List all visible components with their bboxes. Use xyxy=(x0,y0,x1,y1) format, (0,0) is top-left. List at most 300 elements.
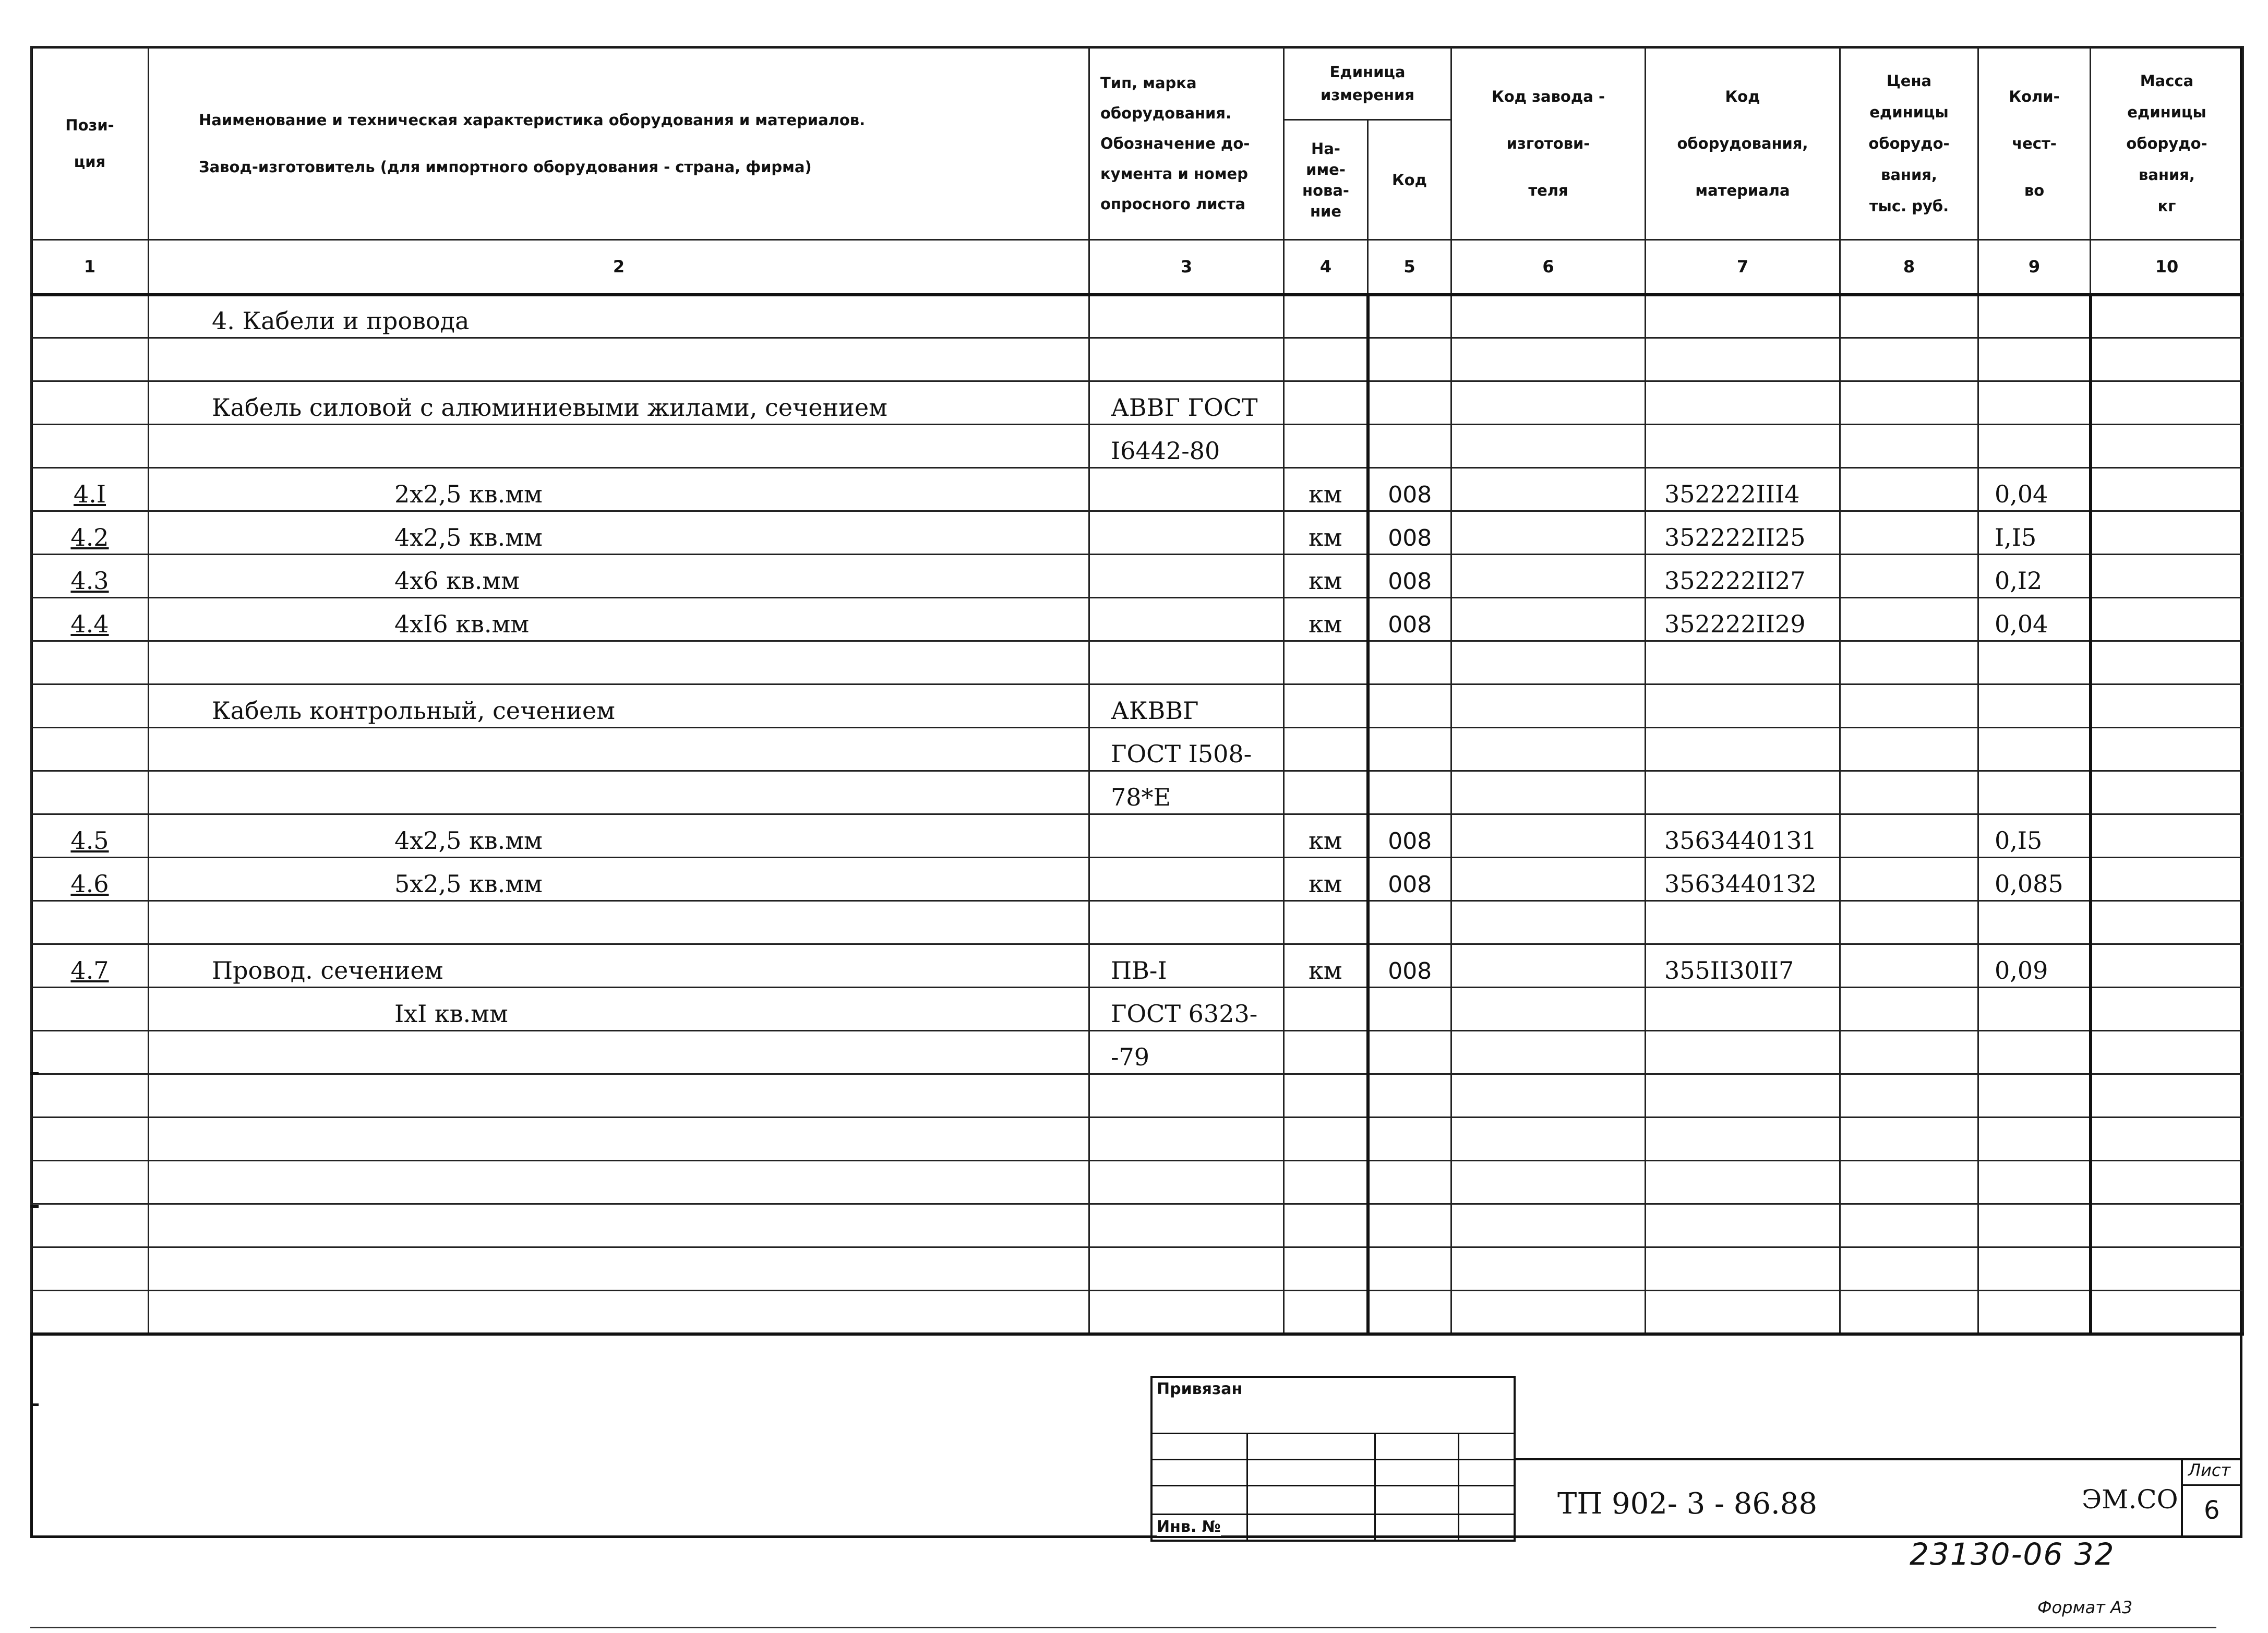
name-cell xyxy=(149,901,1089,944)
position-cell: 4.4 xyxy=(31,598,149,641)
column-number: 9 xyxy=(1978,240,2091,295)
factory-code-cell xyxy=(1451,685,1646,728)
unit-name-cell xyxy=(1284,425,1368,468)
material-code-cell xyxy=(1646,988,1840,1031)
unit-code-cell xyxy=(1368,1161,1451,1204)
material-code-cell xyxy=(1646,1031,1840,1074)
type-cell xyxy=(1089,511,1284,555)
price-cell xyxy=(1840,901,1978,944)
factory-code-cell xyxy=(1451,381,1646,425)
price-cell xyxy=(1840,814,1978,858)
position-cell xyxy=(31,338,149,381)
unit-code-cell xyxy=(1368,728,1451,771)
position-cell xyxy=(31,685,149,728)
quantity-cell xyxy=(1978,1074,2091,1118)
format-label: Формат А3 xyxy=(2037,1598,2133,1617)
position-cell: 4.3 xyxy=(31,555,149,598)
mass-cell xyxy=(2091,944,2243,988)
quantity-cell xyxy=(1978,1118,2091,1161)
position-cell xyxy=(31,1118,149,1161)
table-row xyxy=(31,381,2243,425)
material-code-cell: 352222III4 xyxy=(1646,468,1840,511)
material-code-cell xyxy=(1646,1118,1840,1161)
unit-code-cell xyxy=(1368,1074,1451,1118)
mass-cell xyxy=(2091,511,2243,555)
sheet-number: 6 xyxy=(2204,1496,2220,1525)
unit-code-cell xyxy=(1368,1291,1451,1334)
type-cell xyxy=(1089,858,1284,901)
unit-name-cell xyxy=(1284,685,1368,728)
type-cell: 78*Е xyxy=(1089,771,1284,814)
unit-code-cell: 008 xyxy=(1368,814,1451,858)
mass-cell xyxy=(2091,598,2243,641)
quantity-cell xyxy=(1978,901,2091,944)
material-code-cell xyxy=(1646,685,1840,728)
unit-code-cell xyxy=(1368,1247,1451,1291)
material-code-cell xyxy=(1646,1161,1840,1204)
name-cell: IхI кв.мм xyxy=(149,988,1089,1031)
mass-cell xyxy=(2091,425,2243,468)
material-code-cell xyxy=(1646,425,1840,468)
position-cell: 4.2 xyxy=(31,511,149,555)
price-cell xyxy=(1840,598,1978,641)
mass-cell xyxy=(2091,338,2243,381)
position-cell xyxy=(31,1161,149,1204)
position-cell xyxy=(31,1291,149,1334)
type-cell: -79 xyxy=(1089,1031,1284,1074)
material-code-cell xyxy=(1646,1291,1840,1334)
position-cell xyxy=(31,1074,149,1118)
table-row xyxy=(31,1204,2243,1247)
name-cell: 4. Кабели и провода xyxy=(149,295,1089,338)
unit-name-cell xyxy=(1284,641,1368,685)
name-cell: 2х2,5 кв.мм xyxy=(149,468,1089,511)
factory-code-cell xyxy=(1451,511,1646,555)
table-row xyxy=(31,425,2243,468)
material-code-cell: 35634401З1 xyxy=(1646,814,1840,858)
margin-tick xyxy=(30,1205,39,1208)
table-row xyxy=(31,641,2243,685)
name-cell xyxy=(149,1031,1089,1074)
quantity-cell xyxy=(1978,1291,2091,1334)
table-row xyxy=(31,598,2243,641)
specification-table xyxy=(30,46,2244,1336)
name-cell xyxy=(149,641,1089,685)
position-cell xyxy=(31,641,149,685)
price-cell xyxy=(1840,1161,1978,1204)
material-code-cell xyxy=(1646,1247,1840,1291)
name-cell xyxy=(149,1291,1089,1334)
column-number: 2 xyxy=(149,240,1089,295)
column-number: 5 xyxy=(1368,240,1451,295)
name-cell xyxy=(149,1247,1089,1291)
material-code-cell xyxy=(1646,901,1840,944)
unit-code-cell xyxy=(1368,425,1451,468)
inventory-number-label: Инв. № xyxy=(1157,1518,1221,1536)
type-cell xyxy=(1089,1161,1284,1204)
unit-code-cell xyxy=(1368,1118,1451,1161)
unit-code-cell xyxy=(1368,771,1451,814)
mass-cell xyxy=(2091,1031,2243,1074)
type-cell xyxy=(1089,814,1284,858)
price-cell xyxy=(1840,1247,1978,1291)
quantity-cell: 0,I5 xyxy=(1978,814,2091,858)
mass-cell xyxy=(2091,381,2243,425)
type-cell: ГОСТ I508- xyxy=(1089,728,1284,771)
quantity-cell: 0,I2 xyxy=(1978,555,2091,598)
unit-name-cell xyxy=(1284,1291,1368,1334)
quantity-cell xyxy=(1978,425,2091,468)
factory-code-cell xyxy=(1451,1074,1646,1118)
factory-code-cell xyxy=(1451,425,1646,468)
price-cell xyxy=(1840,468,1978,511)
quantity-cell xyxy=(1978,381,2091,425)
type-cell xyxy=(1089,1118,1284,1161)
type-cell: АВВГ ГОСТ xyxy=(1089,381,1284,425)
header-price: Цена единицы оборудо- вания, тыс. руб. xyxy=(1840,47,1978,240)
header-name-line2: Завод-изготовитель (для импортного оборудования - страна, фирма) xyxy=(199,158,812,176)
name-cell: Провод. сечением xyxy=(149,944,1089,988)
unit-name-cell xyxy=(1284,1161,1368,1204)
material-code-cell xyxy=(1646,381,1840,425)
price-cell xyxy=(1840,295,1978,338)
material-code-cell xyxy=(1646,295,1840,338)
unit-code-cell: 008 xyxy=(1368,598,1451,641)
price-cell xyxy=(1840,944,1978,988)
table-row xyxy=(31,1031,2243,1074)
table-row xyxy=(31,1247,2243,1291)
material-code-cell xyxy=(1646,728,1840,771)
material-code-cell xyxy=(1646,1074,1840,1118)
document-suffix: ЭМ.СО xyxy=(2082,1484,2178,1515)
name-cell xyxy=(149,1161,1089,1204)
table-row xyxy=(31,771,2243,814)
unit-code-cell xyxy=(1368,901,1451,944)
unit-name-cell xyxy=(1284,1074,1368,1118)
binding-stamp xyxy=(1150,1376,1516,1542)
price-cell xyxy=(1840,1031,1978,1074)
price-cell xyxy=(1840,1204,1978,1247)
unit-code-cell: 008 xyxy=(1368,555,1451,598)
name-cell: 4х2,5 кв.мм xyxy=(149,511,1089,555)
factory-code-cell xyxy=(1451,555,1646,598)
name-cell: Кабель силовой с алюминиевыми жилами, сечением xyxy=(149,381,1089,425)
mass-cell xyxy=(2091,858,2243,901)
name-cell xyxy=(149,1074,1089,1118)
unit-name-cell xyxy=(1284,728,1368,771)
material-code-cell xyxy=(1646,338,1840,381)
price-cell xyxy=(1840,988,1978,1031)
mass-cell xyxy=(2091,1247,2243,1291)
position-cell xyxy=(31,901,149,944)
factory-code-cell xyxy=(1451,598,1646,641)
quantity-cell xyxy=(1978,988,2091,1031)
name-cell xyxy=(149,1204,1089,1247)
mass-cell xyxy=(2091,685,2243,728)
unit-code-cell xyxy=(1368,1204,1451,1247)
quantity-cell xyxy=(1978,1247,2091,1291)
position-cell xyxy=(31,728,149,771)
name-cell: 5х2,5 кв.мм xyxy=(149,858,1089,901)
factory-code-cell xyxy=(1451,1118,1646,1161)
bound-label: Привязан xyxy=(1157,1380,1243,1398)
material-code-cell xyxy=(1646,1204,1840,1247)
price-cell xyxy=(1840,338,1978,381)
column-number: 1 xyxy=(31,240,149,295)
header-name-line1: Наименование и техническая характеристика оборудования и материалов. xyxy=(199,111,866,129)
mass-cell xyxy=(2091,1291,2243,1334)
position-cell xyxy=(31,1204,149,1247)
header-type: Тип, марка оборудования. Обозначение до- кумента и номер опросного листа xyxy=(1089,47,1284,240)
table-row xyxy=(31,1161,2243,1204)
name-cell xyxy=(149,338,1089,381)
quantity-cell xyxy=(1978,685,2091,728)
quantity-cell xyxy=(1978,1031,2091,1074)
unit-name-cell xyxy=(1284,988,1368,1031)
unit-name-cell xyxy=(1284,1031,1368,1074)
position-cell: 4.I xyxy=(31,468,149,511)
quantity-cell: 0,09 xyxy=(1978,944,2091,988)
quantity-cell xyxy=(1978,641,2091,685)
price-cell xyxy=(1840,381,1978,425)
column-number: 4 xyxy=(1284,240,1368,295)
position-cell xyxy=(31,295,149,338)
header-quantity: Коли- чест- во xyxy=(1978,47,2091,240)
unit-name-cell xyxy=(1284,1247,1368,1291)
table-row xyxy=(31,944,2243,988)
unit-name-cell xyxy=(1284,901,1368,944)
column-number: 7 xyxy=(1646,240,1840,295)
factory-code-cell xyxy=(1451,1031,1646,1074)
unit-name-cell xyxy=(1284,295,1368,338)
position-cell: 4.5 xyxy=(31,814,149,858)
price-cell xyxy=(1840,641,1978,685)
quantity-cell: I,I5 xyxy=(1978,511,2091,555)
table-row xyxy=(31,1118,2243,1161)
unit-code-cell xyxy=(1368,381,1451,425)
mass-cell xyxy=(2091,728,2243,771)
type-cell xyxy=(1089,295,1284,338)
name-cell: 4хI6 кв.мм xyxy=(149,598,1089,641)
mass-cell xyxy=(2091,988,2243,1031)
type-cell xyxy=(1089,338,1284,381)
factory-code-cell xyxy=(1451,468,1646,511)
unit-name-cell: км xyxy=(1284,814,1368,858)
mass-cell xyxy=(2091,771,2243,814)
table-row xyxy=(31,1291,2243,1334)
mass-cell xyxy=(2091,468,2243,511)
unit-name-cell xyxy=(1284,338,1368,381)
unit-code-cell xyxy=(1368,338,1451,381)
material-code-cell xyxy=(1646,641,1840,685)
table-row xyxy=(31,338,2243,381)
quantity-cell xyxy=(1978,1161,2091,1204)
factory-code-cell xyxy=(1451,901,1646,944)
table-row xyxy=(31,1074,2243,1118)
title-block-divider xyxy=(1516,1458,2242,1460)
header-material-code: Код оборудования, материала xyxy=(1646,47,1840,240)
type-cell: ГОСТ 6323- xyxy=(1089,988,1284,1031)
unit-name-cell xyxy=(1284,1118,1368,1161)
unit-code-cell xyxy=(1368,685,1451,728)
factory-code-cell xyxy=(1451,728,1646,771)
mass-cell xyxy=(2091,1161,2243,1204)
unit-code-cell xyxy=(1368,988,1451,1031)
mass-cell xyxy=(2091,1074,2243,1118)
mass-cell xyxy=(2091,814,2243,858)
quantity-cell: 0,085 xyxy=(1978,858,2091,901)
type-cell xyxy=(1089,901,1284,944)
unit-name-cell: км xyxy=(1284,511,1368,555)
unit-name-cell: км xyxy=(1284,858,1368,901)
price-cell xyxy=(1840,771,1978,814)
price-cell xyxy=(1840,858,1978,901)
table-row xyxy=(31,728,2243,771)
column-number: 6 xyxy=(1451,240,1646,295)
name-cell xyxy=(149,425,1089,468)
column-number: 3 xyxy=(1089,240,1284,295)
margin-tick xyxy=(30,1072,39,1075)
header-unit-name: На- име- нова- ние xyxy=(1284,120,1368,240)
factory-code-cell xyxy=(1451,988,1646,1031)
mass-cell xyxy=(2091,295,2243,338)
unit-name-cell: км xyxy=(1284,555,1368,598)
factory-code-cell xyxy=(1451,944,1646,988)
mass-cell xyxy=(2091,901,2243,944)
quantity-cell xyxy=(1978,771,2091,814)
factory-code-cell xyxy=(1451,1204,1646,1247)
column-number: 10 xyxy=(2091,240,2243,295)
name-cell xyxy=(149,1118,1089,1161)
factory-code-cell xyxy=(1451,771,1646,814)
unit-code-cell: 008 xyxy=(1368,858,1451,901)
mass-cell xyxy=(2091,555,2243,598)
material-code-cell: 355II30II7 xyxy=(1646,944,1840,988)
type-cell xyxy=(1089,468,1284,511)
column-numbers-row xyxy=(31,240,2243,295)
mass-cell xyxy=(2091,1118,2243,1161)
table-row xyxy=(31,511,2243,555)
price-cell xyxy=(1840,1074,1978,1118)
sheet-label: Лист xyxy=(2188,1460,2231,1480)
table-row xyxy=(31,858,2243,901)
quantity-cell xyxy=(1978,1204,2091,1247)
header-factory-code: Код завода - изготови- теля xyxy=(1451,47,1646,240)
position-cell xyxy=(31,988,149,1031)
quantity-cell: 0,04 xyxy=(1978,468,2091,511)
unit-name-cell: км xyxy=(1284,468,1368,511)
name-cell: 4х6 кв.мм xyxy=(149,555,1089,598)
position-cell: 4.6 xyxy=(31,858,149,901)
factory-code-cell xyxy=(1451,641,1646,685)
table-row xyxy=(31,901,2243,944)
document-code: ТП 902- 3 - 86.88 xyxy=(1557,1487,1818,1521)
type-cell xyxy=(1089,1204,1284,1247)
factory-code-cell xyxy=(1451,1161,1646,1204)
material-code-cell: 352222II29 xyxy=(1646,598,1840,641)
position-cell xyxy=(31,771,149,814)
table-row xyxy=(31,988,2243,1031)
quantity-cell xyxy=(1978,295,2091,338)
position-cell xyxy=(31,1247,149,1291)
unit-code-cell xyxy=(1368,295,1451,338)
factory-code-cell xyxy=(1451,814,1646,858)
factory-code-cell xyxy=(1451,338,1646,381)
unit-code-cell xyxy=(1368,1031,1451,1074)
unit-code-cell: 008 xyxy=(1368,511,1451,555)
name-cell xyxy=(149,771,1089,814)
header-position: Пози- ция xyxy=(31,47,149,240)
table-row xyxy=(31,555,2243,598)
quantity-cell xyxy=(1978,338,2091,381)
sheet-box xyxy=(2181,1458,2242,1538)
type-cell xyxy=(1089,1291,1284,1334)
price-cell xyxy=(1840,728,1978,771)
material-code-cell: 352222II27 xyxy=(1646,555,1840,598)
material-code-cell xyxy=(1646,771,1840,814)
factory-code-cell xyxy=(1451,1291,1646,1334)
table-row xyxy=(31,468,2243,511)
table-row xyxy=(31,685,2243,728)
material-code-cell: 35634401З2 xyxy=(1646,858,1840,901)
price-cell xyxy=(1840,555,1978,598)
position-cell xyxy=(31,1031,149,1074)
position-cell: 4.7 xyxy=(31,944,149,988)
unit-name-cell xyxy=(1284,771,1368,814)
header-mass: Масса единицы оборудо- вания, кг xyxy=(2091,47,2243,240)
quantity-cell: 0,04 xyxy=(1978,598,2091,641)
type-cell xyxy=(1089,641,1284,685)
unit-name-cell xyxy=(1284,1204,1368,1247)
factory-code-cell xyxy=(1451,1247,1646,1291)
name-cell: Кабель контрольный, сечением xyxy=(149,685,1089,728)
unit-name-cell xyxy=(1284,381,1368,425)
bottom-trim-line xyxy=(30,1627,2216,1628)
type-cell xyxy=(1089,555,1284,598)
mass-cell xyxy=(2091,641,2243,685)
unit-name-cell: км xyxy=(1284,598,1368,641)
table-row xyxy=(31,295,2243,338)
type-cell xyxy=(1089,1247,1284,1291)
mass-cell xyxy=(2091,1204,2243,1247)
type-cell xyxy=(1089,598,1284,641)
quantity-cell xyxy=(1978,728,2091,771)
price-cell xyxy=(1840,511,1978,555)
column-number: 8 xyxy=(1840,240,1978,295)
type-cell: АКВВГ xyxy=(1089,685,1284,728)
header-unit-code: Код xyxy=(1368,120,1451,240)
table-row xyxy=(31,814,2243,858)
type-cell: I6442-80 xyxy=(1089,425,1284,468)
header-unit: Единица измерения xyxy=(1284,47,1451,120)
price-cell xyxy=(1840,1291,1978,1334)
unit-name-cell: км xyxy=(1284,944,1368,988)
archive-number: 23130-06 32 xyxy=(1910,1536,2115,1572)
unit-code-cell xyxy=(1368,641,1451,685)
name-cell xyxy=(149,728,1089,771)
position-cell xyxy=(31,381,149,425)
price-cell xyxy=(1840,425,1978,468)
factory-code-cell xyxy=(1451,295,1646,338)
factory-code-cell xyxy=(1451,858,1646,901)
type-cell xyxy=(1089,1074,1284,1118)
price-cell xyxy=(1840,685,1978,728)
type-cell: ПВ-I xyxy=(1089,944,1284,988)
material-code-cell: 352222II25 xyxy=(1646,511,1840,555)
name-cell: 4х2,5 кв.мм xyxy=(149,814,1089,858)
unit-code-cell: 008 xyxy=(1368,944,1451,988)
header-name xyxy=(149,47,1089,240)
